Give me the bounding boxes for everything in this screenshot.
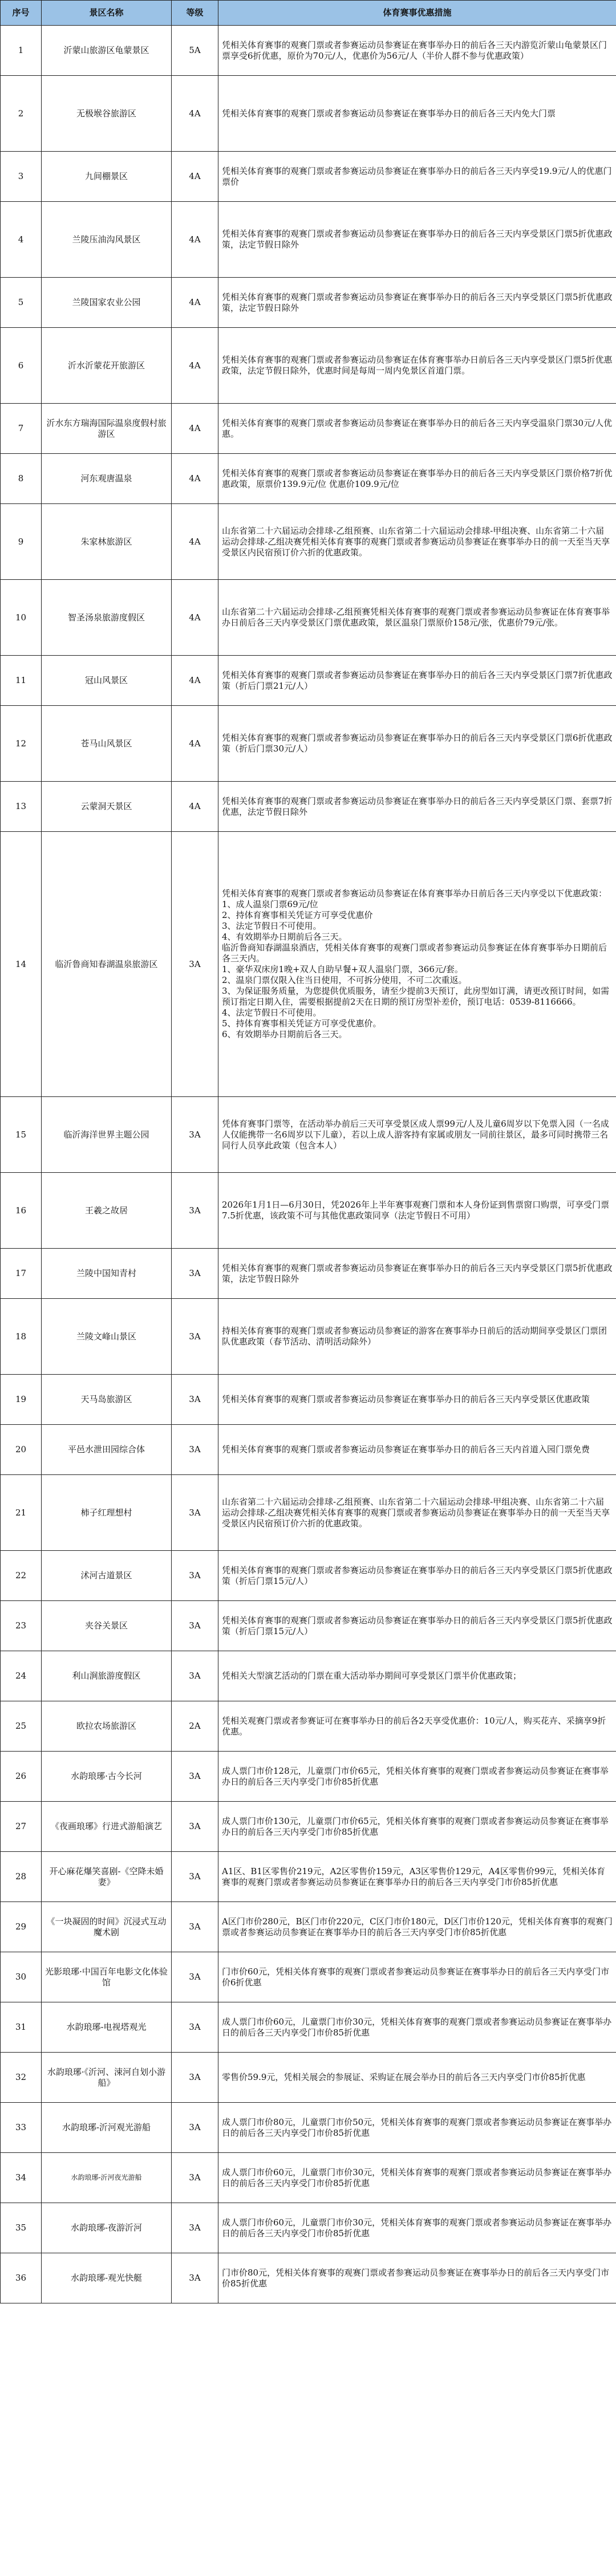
table-row (1, 1097, 616, 1173)
table-row (1, 2002, 616, 2053)
grade-level: 4A (172, 404, 218, 454)
row-number: 22 (1, 1551, 42, 1601)
discount-policy: 零售价59.9元，凭相关展会的参展证、采购证在展会举办日的前后各三天内享受门市价85折优惠 (218, 2053, 616, 2103)
grade-level: 3A (172, 1852, 218, 1902)
table-row (1, 152, 616, 202)
discount-policy: 成人票门市价130元，儿童票门市价65元，凭相关体育赛事的观赛门票或者参赛运动员参赛证在赛事举办日的前后各三天内享受门市价85折优惠 (218, 1802, 616, 1852)
grade-level: 4A (172, 504, 218, 580)
grade-level: 3A (172, 1902, 218, 1952)
header-name: 景区名称 (42, 1, 172, 26)
grade-level: 3A (172, 1651, 218, 1701)
row-number: 4 (1, 202, 42, 278)
grade-level: 3A (172, 1952, 218, 2002)
grade-level: 3A (172, 2002, 218, 2053)
discount-policy: 成人票门市价60元，儿童票门市价30元，凭相关体育赛事的观赛门票或者参赛运动员参赛证在赛事举办日的前后各三天内享受门市价85折优惠 (218, 2153, 616, 2203)
scenic-area-name: 兰陵中国知青村 (42, 1249, 172, 1299)
scenic-area-name: 冠山风景区 (42, 656, 172, 706)
discount-policy: 凭相关体育赛事的观赛门票或者参赛运动员参赛证在赛事举办日的前后各三天内享受景区门票价格7折优惠政策，原票价139.9元/位 优惠价109.9元/位 (218, 454, 616, 504)
table-row (1, 1375, 616, 1425)
table-header-row (1, 1, 616, 26)
grade-level: 4A (172, 152, 218, 202)
row-number: 34 (1, 2153, 42, 2203)
row-number: 28 (1, 1852, 42, 1902)
discount-policy: A1区、B1区零售价219元，A2区零售价159元，A3区零售价129元，A4区零售价99元，凭相关体育赛事的观赛门票或者参赛运动员参赛证在赛事举办日的前后各三天内享受门市价85折优惠 (218, 1852, 616, 1902)
scenic-area-name: 天马岛旅游区 (42, 1375, 172, 1425)
discount-policy: 凭体育赛事门票等，在活动举办前后三天可享受景区成人票99元/人及儿童6周岁以下免票入园（一名成人仅能携带一名6周岁以下儿童），若以上成人游客持有家属或朋友一同前往景区，最多可同时携带三名同行人员享此政策（包含本人） (218, 1097, 616, 1173)
scenic-area-name: 无极堠谷旅游区 (42, 76, 172, 152)
grade-level: 3A (172, 1551, 218, 1601)
table-row (1, 1651, 616, 1701)
scenic-area-name: 沂水沂蒙花开旅游区 (42, 328, 172, 404)
row-number: 7 (1, 404, 42, 454)
scenic-area-name: 欧拉农场旅游区 (42, 1701, 172, 1752)
scenic-area-name: 沂水东方瑞海国际温泉度假村旅游区 (42, 404, 172, 454)
discount-policy: 山东省第二十六届运动会排球-乙组预赛、山东省第二十六届运动会排球-甲组决赛、山东省第二十六届运动会排球-乙组决赛凭相关体育赛事的观赛门票或者参赛运动员参赛证在赛事举办日的前一天至当天享受景区内民宿预订价六折的优惠政策。 (218, 504, 616, 580)
scenic-area-name: 沂蒙山旅游区龟蒙景区 (42, 26, 172, 76)
scenic-area-name: 兰陵压油沟风景区 (42, 202, 172, 278)
scenic-area-name: 水韵琅琊-观光快艇 (42, 2253, 172, 2303)
header-policy: 体育赛事优惠措施 (218, 1, 616, 26)
table-row (1, 504, 616, 580)
scenic-area-name: 《一块凝固的时间》沉浸式互动魔术剧 (42, 1902, 172, 1952)
scenic-area-name: 柿子红理想村 (42, 1475, 172, 1551)
grade-level: 3A (172, 1249, 218, 1299)
discount-policy: 门市价80元，凭相关体育赛事的观赛门票或者参赛运动员参赛证在赛事举办日的前后各三天内享受门市价85折优惠 (218, 2253, 616, 2303)
table-row (1, 656, 616, 706)
table-row (1, 1752, 616, 1802)
scenic-area-name: 苍马山风景区 (42, 706, 172, 782)
table-row (1, 202, 616, 278)
grade-level: 3A (172, 2153, 218, 2203)
grade-level: 3A (172, 1802, 218, 1852)
discount-policy: 凭相关体育赛事的观赛门票或者参赛运动员参赛证在赛事举办日的前后各三天内享受景区门票6折优惠政策（折后门票30元/人） (218, 706, 616, 782)
discount-policy: 凭相关体育赛事的观赛门票或者参赛运动员参赛证在赛事举办日的前后各三天内享受景区优惠政策 (218, 1375, 616, 1425)
scenic-area-name: 水韵琅琊·古今长河 (42, 1752, 172, 1802)
scenic-area-name: 智圣汤泉旅游度假区 (42, 580, 172, 656)
row-number: 20 (1, 1425, 42, 1475)
table-row (1, 26, 616, 76)
scenic-area-name: 九间棚景区 (42, 152, 172, 202)
row-number: 25 (1, 1701, 42, 1752)
scenic-area-name: 河东观唐温泉 (42, 454, 172, 504)
row-number: 24 (1, 1651, 42, 1701)
table-row (1, 2253, 616, 2303)
grade-level: 4A (172, 278, 218, 328)
row-number: 13 (1, 782, 42, 832)
scenic-area-name: 开心麻花爆笑喜剧-《空降未婚妻》 (42, 1852, 172, 1902)
table-row (1, 1802, 616, 1852)
row-number: 27 (1, 1802, 42, 1852)
discount-policy: 凭相关体育赛事的观赛门票或者参赛运动员参赛证在赛事举办日的前后各三天内享受景区门票5折优惠政策（折后门票15元/人） (218, 1601, 616, 1651)
header-grade: 等级 (172, 1, 218, 26)
grade-level: 3A (172, 1375, 218, 1425)
grade-level: 3A (172, 1173, 218, 1249)
grade-level: 3A (172, 1601, 218, 1651)
scenic-area-name: 平邑水泄田园综合体 (42, 1425, 172, 1475)
discount-policy: 凭相关体育赛事的观赛门票或者参赛运动员参赛证在赛事举办日的前后各三天内享受景区门票5折优惠政策，法定节假日除外 (218, 1249, 616, 1299)
table-row (1, 1425, 616, 1475)
scenic-area-name: 兰陵文峰山景区 (42, 1299, 172, 1375)
discount-policy: 凭相关体育赛事的观赛门票或者参赛运动员参赛证在赛事举办日的前后各三天内享受19.9元/人的优惠门票价 (218, 152, 616, 202)
discount-policy: 2026年1月1日—6月30日，凭2026年上半年赛事观赛门票和本人身份证到售票窗口购票，可享受门票7.5折优惠，该政策不可与其他优惠政策同享（法定节假日不可用） (218, 1173, 616, 1249)
scenic-area-name: 临沂海洋世界主题公园 (42, 1097, 172, 1173)
scenic-area-name: 光影琅琊·中国百年电影文化体验馆 (42, 1952, 172, 2002)
table-row (1, 1701, 616, 1752)
table-row (1, 404, 616, 454)
row-number: 29 (1, 1902, 42, 1952)
discount-policy: 门市价60元，凭相关体育赛事的观赛门票或者参赛运动员参赛证在赛事举办日的前后各三天内享受门市价6折优惠 (218, 1952, 616, 2002)
row-number: 9 (1, 504, 42, 580)
scenic-area-name: 沭河古道景区 (42, 1551, 172, 1601)
discount-policy: 凭相关体育赛事的观赛门票或者参赛运动员参赛证在体育赛事举办日前后各三天内享受以下优惠政策： 1、成人温泉门票69元/位 2、持体育赛事相关凭证方可享受优惠价 3、法定节假日不可使用。 4、有效期举办日期前后各三天。 临沂鲁商知春湖温泉酒店，凭相关体育赛事的观赛门票或者参赛运动员参赛证在体育赛事举办日期前后各三天内。 1、豪华双床房1晚+双人自助早餐+双人温泉门票，366元/套。 2、温泉门票仅限入住当日使用，不可拆分使用，不可二次重返。 3、为保证服务质量，为您提供优质服务，请至少提前3天预订，此房型如订满，请更改预订时间，如需预订指定日期入住，需要根据提前2天在日期的预订房型补差价，预订电话：0539-8116666。 4、法定节假日不可使用。 5、持体育赛事相关凭证方可享受优惠价。 6、有效期举办日期前后各三天。 (218, 832, 616, 1097)
scenic-area-name: 兰陵国家农业公园 (42, 278, 172, 328)
row-number: 17 (1, 1249, 42, 1299)
discount-policy: 凭相关体育赛事的观赛门票或者参赛运动员参赛证在赛事举办日的前后各三天内享受温泉门票30元/人优惠。 (218, 404, 616, 454)
discount-policy: 凭相关体育赛事的观赛门票或者参赛运动员参赛证在赛事举办日的前后各三天内游览沂蒙山龟蒙景区门票享受6折优惠，原价为70元/人，优惠价为56元/人（半价人群不参与优惠政策） (218, 26, 616, 76)
row-number: 11 (1, 656, 42, 706)
table-row (1, 1475, 616, 1551)
row-number: 12 (1, 706, 42, 782)
discount-policy: 山东省第二十六届运动会排球-乙组预赛、山东省第二十六届运动会排球-甲组决赛、山东省第二十六届运动会排球-乙组决赛凭相关体育赛事的观赛门票或者参赛运动员参赛证在赛事举办日的前一天至当天享受景区内民宿预订价六折的优惠政策。 (218, 1475, 616, 1551)
grade-level: 4A (172, 656, 218, 706)
grade-level: 3A (172, 1752, 218, 1802)
scenic-area-name: 《夜画琅琊》行进式游船演艺 (42, 1802, 172, 1852)
table-row (1, 1952, 616, 2002)
row-number: 21 (1, 1475, 42, 1551)
scenic-area-name: 水韵琅琊-沂河夜光游船 (42, 2153, 172, 2203)
grade-level: 4A (172, 706, 218, 782)
row-number: 23 (1, 1601, 42, 1651)
scenic-area-name: 水韵琅琊·《沂河、涑河自划小游船》 (42, 2053, 172, 2103)
table-row (1, 2103, 616, 2153)
grade-level: 4A (172, 454, 218, 504)
row-number: 31 (1, 2002, 42, 2053)
row-number: 14 (1, 832, 42, 1097)
table-row (1, 1173, 616, 1249)
discount-policy: 凭相关体育赛事的观赛门票或者参赛运动员参赛证在赛事举办日的前后各三天内首道入园门票免费 (218, 1425, 616, 1475)
grade-level: 4A (172, 202, 218, 278)
table-row (1, 832, 616, 1097)
grade-level: 4A (172, 328, 218, 404)
discount-policy: 山东省第二十六届运动会排球-乙组预赛凭相关体育赛事的观赛门票或者参赛运动员参赛证在体育赛事举办日前后各三天内享受景区门票优惠政策，景区温泉门票原价158元/张，优惠价79元/张。 (218, 580, 616, 656)
grade-level: 5A (172, 26, 218, 76)
grade-level: 3A (172, 1299, 218, 1375)
scenic-area-name: 云蒙洞天景区 (42, 782, 172, 832)
scenic-area-name: 水韵琅琊-夜游沂河 (42, 2203, 172, 2253)
scenic-area-name: 夹谷关景区 (42, 1601, 172, 1651)
scenic-area-name: 王羲之故居 (42, 1173, 172, 1249)
table-row (1, 706, 616, 782)
discount-policy: 凭相关体育赛事的观赛门票或者参赛运动员参赛证在赛事举办日的前后各三天内享受景区门票5折优惠政策，法定节假日除外 (218, 202, 616, 278)
discount-policy: 成人票门市价60元，儿童票门市价30元，凭相关体育赛事的观赛门票或者参赛运动员参赛证在赛事举办日的前后各三天内享受门市价85折优惠 (218, 2203, 616, 2253)
grade-level: 4A (172, 782, 218, 832)
table-row (1, 328, 616, 404)
grade-level: 3A (172, 1097, 218, 1173)
table-row (1, 782, 616, 832)
row-number: 26 (1, 1752, 42, 1802)
row-number: 2 (1, 76, 42, 152)
grade-level: 3A (172, 2203, 218, 2253)
discount-policy: 凭相关体育赛事的观赛门票或者参赛运动员参赛证在赛事举办日的前后各三天内享受景区门票7折优惠政策（折后门票21元/人） (218, 656, 616, 706)
grade-level: 4A (172, 76, 218, 152)
table-row (1, 454, 616, 504)
row-number: 15 (1, 1097, 42, 1173)
discount-policy: 凭相关观赛门票或者参赛证可在赛事举办日的前后各2天享受优惠价：10元/人，购买花卉、采摘享9折优惠。 (218, 1701, 616, 1752)
grade-level: 3A (172, 832, 218, 1097)
table-row (1, 278, 616, 328)
scenic-area-name: 朱家林旅游区 (42, 504, 172, 580)
row-number: 18 (1, 1299, 42, 1375)
scenic-area-name: 利山涧旅游度假区 (42, 1651, 172, 1701)
row-number: 16 (1, 1173, 42, 1249)
row-number: 1 (1, 26, 42, 76)
discount-policy: 凭相关体育赛事的观赛门票或者参赛运动员参赛证在赛事举办日的前后各三天内免大门票 (218, 76, 616, 152)
row-number: 35 (1, 2203, 42, 2253)
row-number: 8 (1, 454, 42, 504)
table-row (1, 2153, 616, 2203)
scenic-area-name: 水韵琅琊-电视塔观光 (42, 2002, 172, 2053)
grade-level: 4A (172, 580, 218, 656)
scenic-area-name: 临沂鲁商知春湖温泉旅游区 (42, 832, 172, 1097)
discount-policy: 凭相关体育赛事的观赛门票或者参赛运动员参赛证在体育赛事举办日前后各三天内享受景区门票5折优惠政策，法定节假日除外，优惠时间是每周一周内免景区首道门票。 (218, 328, 616, 404)
table-row (1, 1551, 616, 1601)
row-number: 5 (1, 278, 42, 328)
row-number: 3 (1, 152, 42, 202)
row-number: 6 (1, 328, 42, 404)
table-row (1, 1299, 616, 1375)
grade-level: 3A (172, 1425, 218, 1475)
row-number: 33 (1, 2103, 42, 2153)
discount-policy: 凭相关体育赛事的观赛门票或者参赛运动员参赛证在赛事举办日的前后各三天内享受景区门票、套票7折优惠，法定节假日除外 (218, 782, 616, 832)
discount-policy: 凭相关大型演艺活动的门票在重大活动举办期间可享受景区门票半价优惠政策； (218, 1651, 616, 1701)
table-row (1, 580, 616, 656)
discount-policy: 凭相关体育赛事的观赛门票或者参赛运动员参赛证在赛事举办日的前后各三天内享受景区门票5折优惠政策，法定节假日除外 (218, 278, 616, 328)
discount-policy: 成人票门市价128元，儿童票门市价65元，凭相关体育赛事的观赛门票或者参赛运动员参赛证在赛事举办日的前后各三天内享受门市价85折优惠 (218, 1752, 616, 1802)
row-number: 10 (1, 580, 42, 656)
grade-level: 3A (172, 2103, 218, 2153)
table-row (1, 1902, 616, 1952)
table-row (1, 2053, 616, 2103)
grade-level: 3A (172, 1475, 218, 1551)
table-row (1, 1852, 616, 1902)
grade-level: 2A (172, 1701, 218, 1752)
table-row (1, 1601, 616, 1651)
grade-level: 3A (172, 2253, 218, 2303)
row-number: 32 (1, 2053, 42, 2103)
discount-policy: 成人票门市价80元，儿童票门市价50元，凭相关体育赛事的观赛门票或者参赛运动员参赛证在赛事举办日的前后各三天内享受门市价85折优惠 (218, 2103, 616, 2153)
scenic-area-name: 水韵琅琊-沂河观光游船 (42, 2103, 172, 2153)
table-body (1, 26, 616, 2303)
row-number: 19 (1, 1375, 42, 1425)
discount-policy: 凭相关体育赛事的观赛门票或者参赛运动员参赛证在赛事举办日的前后各三天内享受景区门票5折优惠政策（折后门票15元/人） (218, 1551, 616, 1601)
row-number: 36 (1, 2253, 42, 2303)
discount-policy: 持相关体育赛事的观赛门票或者参赛运动员参赛证的游客在赛事举办日前后的活动期间享受景区门票团队优惠政策（春节活动、清明活动除外） (218, 1299, 616, 1375)
table-row (1, 76, 616, 152)
row-number: 30 (1, 1952, 42, 2002)
discount-policy: A区门市价280元，B区门市价220元，C区门市价180元，D区门市价120元，凭相关体育赛事的观赛门票或者参赛运动员参赛证在赛事举办日的前后各三天内享受门市价85折优惠 (218, 1902, 616, 1952)
table-row (1, 1249, 616, 1299)
grade-level: 3A (172, 2053, 218, 2103)
table-row (1, 2203, 616, 2253)
discount-policy: 成人票门市价60元，儿童票门市价30元，凭相关体育赛事的观赛门票或者参赛运动员参赛证在赛事举办日的前后各三天内享受门市价85折优惠 (218, 2002, 616, 2053)
header-no: 序号 (1, 1, 42, 26)
